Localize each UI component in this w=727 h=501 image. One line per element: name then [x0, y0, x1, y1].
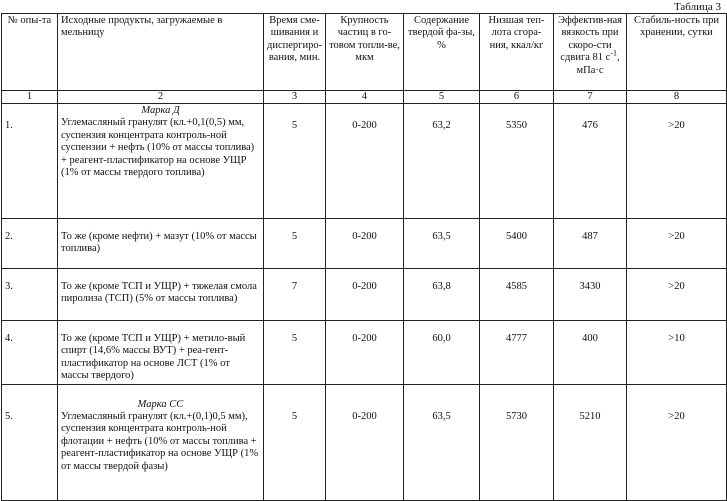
stability-cell: >20: [627, 269, 727, 321]
viscosity-cell: 5210: [554, 384, 627, 500]
viscosity-cell: 400: [554, 321, 627, 385]
products-cell: То же (кроме ТСП и УЩР) + тяжелая смола пиролиза (ТСП) (5% от массы топлива): [58, 269, 264, 321]
table-row: [2, 219, 727, 269]
header-cell: Низшая теп-лота сгора-ния, ккал/кг: [480, 14, 554, 91]
products-cell: [58, 384, 264, 500]
solid-cell: 63,5: [404, 219, 480, 269]
products-text: Углемасляный гранулят (кл.+0,1(0,5) мм, суспензия концентрата контроль-ной суспензии + нефть (10% от массы топлива) + реагент-пластификатор на основе УЩР (1% от массы твердого топлива): [61, 117, 255, 179]
heat-cell: 4777: [480, 321, 554, 385]
size-cell: 0-200: [326, 384, 404, 500]
grade-label: Марка СС: [137, 398, 184, 410]
solid-cell: 63,2: [404, 104, 480, 219]
column-number-row: [2, 91, 727, 104]
solid-cell: 63,5: [404, 384, 480, 500]
header-cell: Стабиль-ность при хранении, сутки: [627, 14, 727, 91]
viscosity-cell: 3430: [554, 269, 627, 321]
experiment-number: 5.: [2, 384, 58, 500]
experiment-number: 3.: [2, 269, 58, 321]
size-cell: 0-200: [326, 269, 404, 321]
experiment-number: 4.: [2, 321, 58, 385]
column-number: 1: [2, 91, 58, 104]
table-row: [2, 104, 727, 219]
stability-cell: >20: [627, 104, 727, 219]
header-cell: № опы-та: [2, 14, 58, 91]
table-row: [2, 269, 727, 321]
time-cell: 5: [264, 219, 326, 269]
stability-cell: >10: [627, 321, 727, 385]
header-cell-viscosity: [554, 14, 627, 91]
products-cell: То же (кроме ТСП и УЩР) + метило-вый спирт (14,6% массы ВУТ) + реа-гент-пластификатор на основе ЛСТ (1% от массы твердого): [58, 321, 264, 385]
viscosity-cell: 487: [554, 219, 627, 269]
data-table: [1, 13, 727, 501]
header-row: [2, 14, 727, 91]
table-caption: Таблица 3: [673, 1, 721, 13]
header-cell-text: Эффектив-ная вязкость при скоро-сти сдвига 81 с: [558, 15, 622, 64]
header-unit: , мПа·с: [576, 52, 620, 76]
column-number: 7: [554, 91, 627, 104]
table-row: [2, 384, 727, 500]
column-number: 2: [58, 91, 264, 104]
table-row: [2, 321, 727, 385]
stability-cell: >20: [627, 219, 727, 269]
time-cell: 5: [264, 104, 326, 219]
heat-cell: 5730: [480, 384, 554, 500]
column-number: 6: [480, 91, 554, 104]
column-number: 4: [326, 91, 404, 104]
time-cell: 5: [264, 321, 326, 385]
heat-cell: 5400: [480, 219, 554, 269]
stability-cell: >20: [627, 384, 727, 500]
products-cell: То же (кроме нефти) + мазут (10% от массы топлива): [58, 219, 264, 269]
products-cell: [58, 104, 264, 219]
products-text: Углемасляный гранулят (кл.+(0,1)0,5 мм), суспензия концентрата контроль-ной флотации + нефть (10% от массы топлива + реагент-пластификатор на основе УЩР (1% от массы твердой фазы): [61, 411, 259, 472]
solid-cell: 63,8: [404, 269, 480, 321]
experiment-number: 1.: [2, 104, 58, 219]
header-cell: Содержание твердой фа-зы, %: [404, 14, 480, 91]
column-number: 5: [404, 91, 480, 104]
column-number: 3: [264, 91, 326, 104]
column-number: 8: [627, 91, 727, 104]
heat-cell: 4585: [480, 269, 554, 321]
viscosity-cell: 476: [554, 104, 627, 219]
header-cell: Крупность частиц в го-товом топли-ве, мкм: [326, 14, 404, 91]
size-cell: 0-200: [326, 104, 404, 219]
header-cell: Время сме-шивания и диспергиро-вания, мин.: [264, 14, 326, 91]
experiment-number: 2.: [2, 219, 58, 269]
heat-cell: 5350: [480, 104, 554, 219]
size-cell: 0-200: [326, 321, 404, 385]
grade-label: Марка Д: [141, 105, 180, 116]
solid-cell: 60,0: [404, 321, 480, 385]
time-cell: 5: [264, 384, 326, 500]
header-cell: Исходные продукты, загружаемые в мельницу: [58, 14, 264, 91]
time-cell: 7: [264, 269, 326, 321]
header-superscript: -1: [610, 48, 617, 58]
size-cell: 0-200: [326, 219, 404, 269]
